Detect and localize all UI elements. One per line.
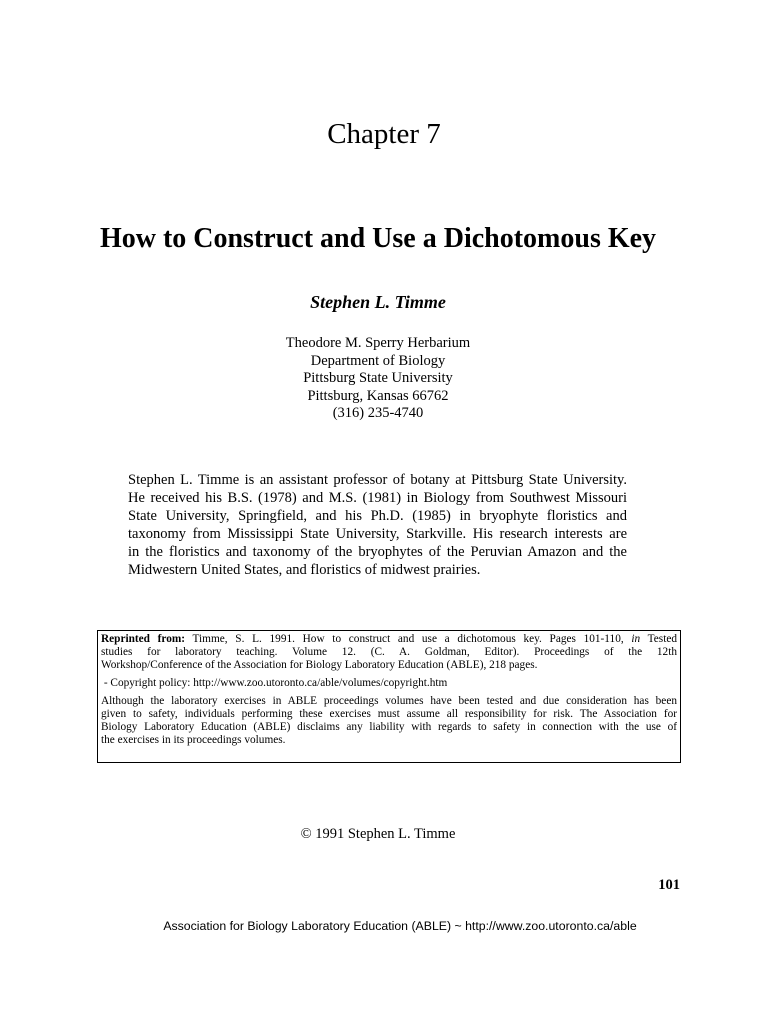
affiliation-line: Theodore M. Sperry Herbarium — [285, 335, 471, 351]
citation-line — [101, 633, 677, 646]
affiliation-line: Pittsburg State University — [303, 370, 453, 386]
bio-line: in the floristics and taxonomy of the bryophytes of the Peruvian Amazon and the — [128, 544, 627, 560]
disclaimer-line: the exercises in its proceedings volumes. — [101, 734, 286, 746]
citation-in: in — [631, 633, 641, 645]
page-footer: Association for Biology Laboratory Education (ABLE) ~ http://www.zoo.utoronto.ca/able — [163, 919, 637, 933]
citation-line: studies for laboratory teaching. Volume 12. (C. A. Goldman, Editor). Proceedings of the 12th — [101, 646, 677, 658]
page-number: 101 — [658, 877, 680, 893]
bio-line: taxonomy from Mississippi State University, Starkville. His research interests are — [128, 526, 627, 542]
disclaimer-line: Although the laboratory exercises in ABLE proceedings volumes have been tested and due consideration has been — [101, 695, 677, 707]
affiliation-line: Pittsburg, Kansas 66762 — [307, 387, 449, 404]
disclaimer-line: given to safety, individuals performing these exercises must assume all responsibility for risk. The Association for — [101, 708, 677, 720]
citation-text: Timme, S. L. 1991. How to construct and use a dichotomous key. Pages 101-110, — [185, 633, 624, 645]
author-name: Stephen L. Timme — [310, 292, 446, 312]
chapter-title: How to Construct and Use a Dichotomous Key — [99, 223, 657, 254]
disclaimer-line: Biology Laboratory Education (ABLE) disclaims any liability with regards to safety in connection with the use of — [101, 721, 677, 733]
bio-line: He received his B.S. (1978) and M.S. (1981) in Biology from Southwest Missouri — [128, 490, 627, 506]
copyright-notice: © 1991 Stephen L. Timme — [300, 826, 456, 842]
reprint-citation — [101, 633, 677, 672]
bio-line: Stephen L. Timme is an assistant professor of botany at Pittsburg State University. — [128, 472, 627, 488]
chapter-label: Chapter 7 — [327, 118, 441, 150]
safety-disclaimer — [101, 695, 677, 747]
author-affiliation — [0, 335, 756, 423]
reprint-label: Reprinted from: — [101, 633, 186, 645]
citation-tail: Tested — [640, 633, 677, 645]
affiliation-line: Department of Biology — [310, 352, 446, 369]
bio-line: Midwestern United States, and floristics of midwest prairies. — [128, 562, 481, 578]
reprint-notice-box — [97, 630, 681, 763]
citation-line: Workshop/Conference of the Association for Biology Laboratory Education (ABLE), 218 pages. — [101, 659, 538, 671]
affiliation-line: (316) 235-4740 — [332, 405, 424, 421]
author-bio — [128, 471, 627, 579]
bio-line: State University, Springfield, and his Ph.D. (1985) in bryophyte floristics and — [128, 508, 627, 524]
copyright-policy: - Copyright policy: http://www.zoo.utoronto.ca/able/volumes/copyright.htm — [101, 677, 448, 689]
